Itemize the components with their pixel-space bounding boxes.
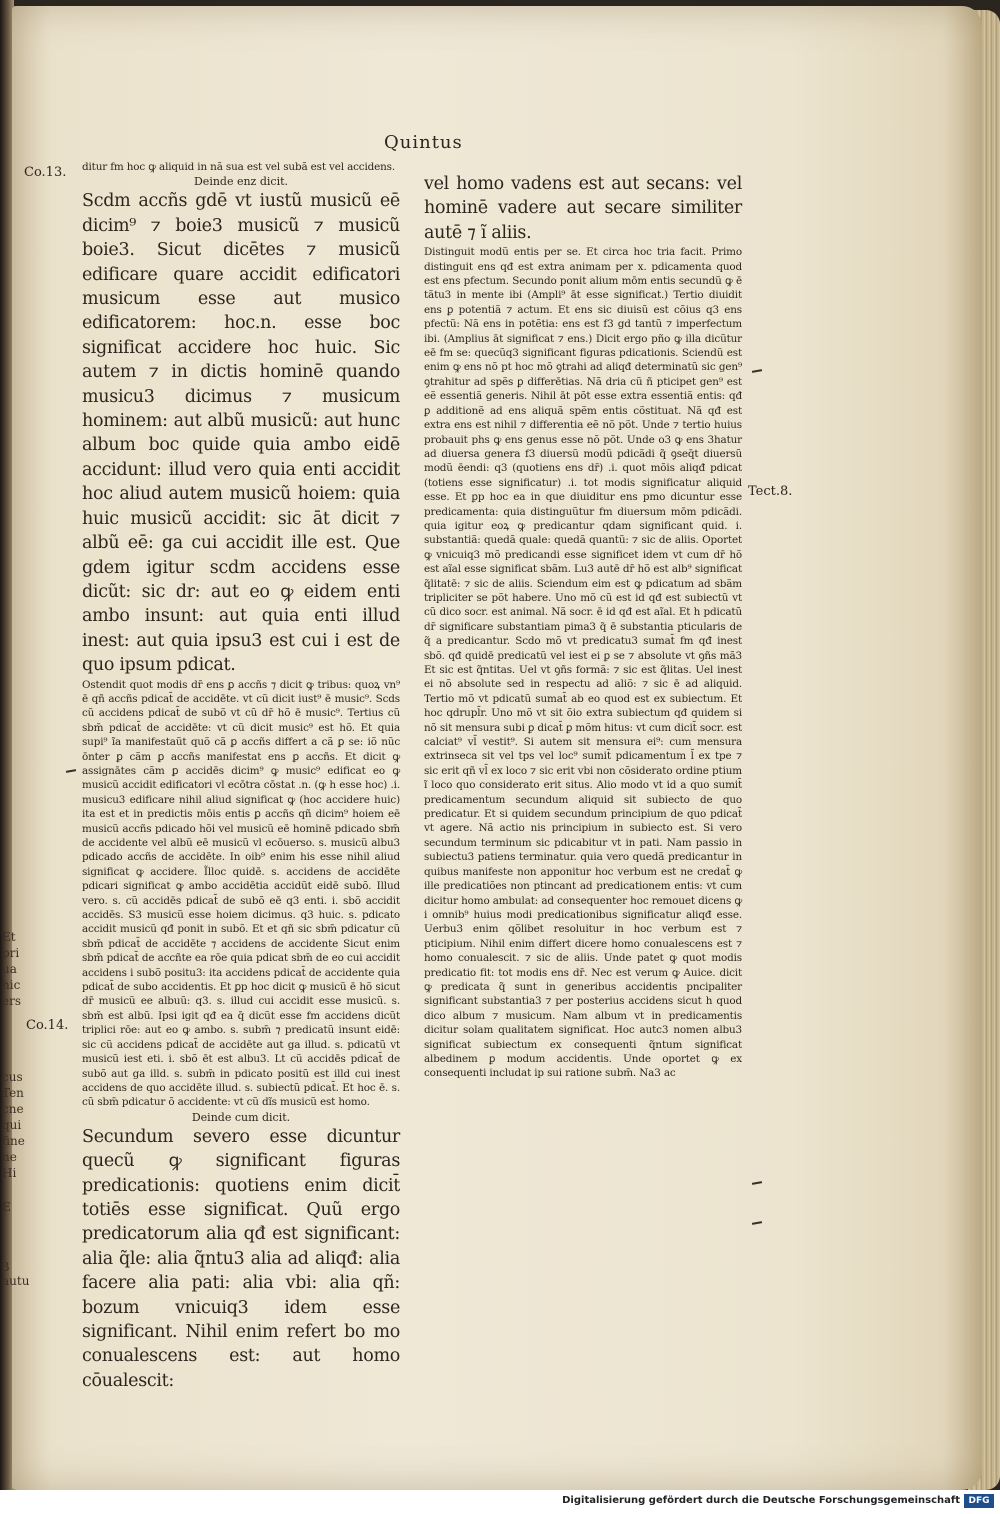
right-main-text: vel homo vadens est aut secans: vel hominē vadere aut secare similiter autē ⁊ ĩ aliis. — [424, 174, 742, 243]
left-commentary-text: Ostendit quot modis dr̄ ens ꝑ accñs ⁊ dicit ꝙ tribus: quoꝝ vn⁹ ē qñ accñs pdicat̄ de accidēte. vt cũ dicit iust⁹ ē music⁹. Scds cũ accidens pdicat̄ de subõ vt cũ dr̄ hõ ē music⁹. Tertius cũ sbm̄ pdicat̄ de accidēte: vt cũ dicit music⁹ est hõ. Et quia supi⁹ ĩa manifestaũt quõ cã ꝑ accñs differt a cã ꝑ se: iõ nũc ōnter ꝑ cãm ꝑ accñs manifestat ens ꝑ accñs. Et dicit ꝙ assignātes cãm ꝑ accidēs dicim⁹ ꝙ music⁹ edificat eo ꝙ musicũ accidit edificatori vl ecōtra cōstat .n. (ꝙ h esse hoc) .i. musicu3 edificare nihil aliud significat ꝙ (hoc accidere huic) ita est et in predictis mōis entis ꝑ accñs qñ dicim⁹ hoiem eē musicũ accñs pdicado hõi vel musicũ eē hominē pdicado sbm̄ de accidente vel albũ eē musicũ vl ecōuerso. s. musicũ albu3 pdicado accñs de accidēte. In oib⁹ enim his esse nihil aliud significat ꝙ accidere. Ĩlloc quidē. s. accidens de accidēte pdicari significat ꝙ ambo accidētia accidũt eidē subõ. Illud vero. s. cũ accidēs pdicat̄ de subõ eē q3 enti. i. sbõ accidit accidēs. S3 musicũ esse hoiem dicimus. q3 huic. s. pdicato accidit musicũ qđ ponit in subõ. Et et qñ sic sbm̄ pdicatur cũ sbm̄ pdicat̄ de accidēte ⁊ accidens de accidente Sicut enim sbm̄ pdicat̄ de accñte ea rōe quia pdicat sbm̄ de eo cui accidit accidens i subõ positu3: ita accidens pdicat̄ de accidente quia pdicat̄ de subo accidentis. Et ꝑp hoc dicit ꝙ musicũ ē hõ sicut dr̄ musicũ ee albuũ: q3. s. illud cui accidit esse musicũ. s. sbm̄ est albũ. Ipsi igit qđ ea q̄ dicũt esse fm accidens dicũt triplici rōe: aut eo ꝙ ambo. s. subm̄ ⁊ predicatũ insunt eidē: sic cũ accidens pdicat̄ de accidēte aut ga illud. s. pdicatũ vt musicũ iest eti. i. sbõ ēt est albu3. Lt cũ accidēs pdicat̄ de subõ aut ga illd. s. subm̄ in pdicato positũ est illd cui inest accidens de quo accidēte illud. s. subiectũ pdicat̄. Et hoc ē. s. cũ sbm̄ pdicatur õ accidente: vt cũ dĩs musicũ est homo. — [82, 678, 400, 1109]
left-section-heading-2: Deinde cum dicit. — [191, 1110, 291, 1124]
fragment-text: ne — [2, 1150, 17, 1164]
margin-note-co14: Co.14. — [26, 1018, 69, 1033]
left-main-text-2: Secundum severo esse dicuntur quecũ ꝙ significant figuras predicationis: quotiens enim dicit̄ totiēs esse significat. Quũ ergo predicatorum alia qđ est significant: alia q̃le: alia q̃ntu3 alia ad aliqđ: alia facere alia pati: alia vbi: alia qñ: bozum vnicuiq3 idem esse significant. Nihil enim refert bo mo conualescens est: aut homo cōualescit: — [82, 1126, 400, 1391]
left-intro-text: ditur fm hoc ꝙ aliquid in nã sua est vel subã est vel accidens. — [82, 161, 396, 173]
margin-note-co13: Co.13. — [24, 165, 67, 180]
fragment-text: 3 autu — [2, 1260, 30, 1288]
fragment-text: pri — [2, 946, 20, 960]
fragment-text: E — [2, 1200, 11, 1214]
left-section-heading-1: Deinde enz dicit. — [193, 175, 289, 189]
left-main-text-1: Scdm accñs gdē vt iustũ musicũ eē dicim⁹ ⁊ boie3 musicũ ⁊ musicũ boie3. Sicut dicētes ⁊ musicũ edificare quare accidit edificatori musicum esse aut musico edificatorem: hoc.n. esse boc significat accidere hoc huic. Sic autem ⁊ in dictis hominē quando musicu3 dicimus ⁊ musicum hominem: aut albũ musicũ: aut hunc album boc quide quia ambo eidē accidunt: illud vero quia enti accidit hoc aliud autem musicũ hoiem: quia huic musicũ accidit: sic āt dicit ⁊ albũ eē: ga cui accidit ille est. Que gdem igitur scdm accidens esse dicũt: sic dr: aut eo ꝙ eidem enti ambo insunt: aut quia enti illud inest: aut quia ipsu3 est cui i est de quo ipsum pdicat. — [82, 191, 400, 676]
fragment-text: Et — [2, 930, 16, 944]
right-commentary-text: Distinguit modũ entis per se. Et circa hoc tria facit. Primo distinguit ens qđ est extra animam per x. pdicamenta quod est ens pfectum. Secundo ponit alium mōm entis secundũ ꝙ ē tãtu3 in mente ibi (Ampli⁹ āt esse significat.) Tertio diuidit ens ꝑ potentiã ⁊ actum. Et ens sic diuisũ est cõius q3 ens pfectũ: Nã ens in potẽtia: ens est f3 gd tantũ ⁊ imperfectum ibi. (Amplius āt significat ⁊ ens.) Dicit ergo pño ꝙ illa dicũtur eē fm se: quecũq3 significant figuras pdicationis. Sciendũ est enim ꝙ ens nõ pt hoc mõ ꝯtrahi ad aliqđ determinatũ sic gen⁹ ꝯtrahitur ad spẽs ꝑ differētias. Nã dria cũ ñ pticipet gen⁹ est eẽ essentiã generis. Nihil āt põt esse extra essentiã entis: qđ ꝑ additionẽ ad ens aliquã spẽm entis cõstituat. Nã qđ est extra ens est nihil ⁊ differentia eẽ nõ põt. Unde ⁊ tertio huius probauit phs ꝙ ens genus esse nõ põt. Unde o3 ꝙ ens 3hatur ad diuersa genera f3 diuersũ modũ pdicãdi q̃ ꝯseq̄t diuersũ modũ ēendi: q3 (quotiens ens dr̄) .i. quot mõis aliqđ pdicat (totiens esse significatur) .i. tot modis significatur aliquid esse. Et ꝑp hoc ea in que diuiditur ens pmo dicuntur esse predicamenta: quia distinguũtur fm diuersum mōm pdicãdi. quia igitur eoꝝ ꝙ predicantur qdam significant quid. i. substantiã: quedã quale: quedã quantũ: ⁊ sic de aliis. Oportet ꝙ vnicuiq3 mõ predicandi esse significet idem vt cum dr̄ hõ est aĩal esse significat sbãm. Lu3 autē dr̄ hõ est alb⁹ significat q̃litatē: ⁊ sic de aliis. Sciendum eim est ꝙ pdicatum ad sbãm tripliciter se põt habere. Uno mõ cũ est id qđ est subiectũ vt cũ dico socr. est animal. Nã socr. ē id qđ est aĩal. Et h pdicatũ dr̄ significare substantiam pima3 q̃ ē substantia pticularis de q̃ a predicantur. Scdo mõ vt predicatu3 sumat̄ fm qđ inest sbõ. qđ quidē predicatũ vel iest ei ꝑ se ⁊ absolute vt ꝯñs mã3 Et sic est q̃ntitas. Uel vt ꝯñs formã: ⁊ sic est q̃litas. Uel inest ei nõ absolute sed in respectu ad aliõ: ⁊ sic ē ad aliquid. Tertio mõ vt pdicatũ sumat̄ ab eo quod est ex subiectum. Et hoc qdrupl̄r. Uno mõ vt sit õio extra subiectum qđ quidem si nõ sit mensura subi ꝑ dicat̄ ꝑ mõm hitus: vt cum dicit̄ socr. est calciat⁹ vl̄ vestit⁹. Si autem sit mensura ei⁹: cum mensura extrinseca sit vel tps vel loc⁹ sumit̄ pdicamentum l̄ ex tpe ⁊ sic erit qñ vl̄ ex loco ⁊ sic erit vbi non cõsiderato ordine ptium ĩ loco quo considerato erit situs. Alio modo vt id a quo sumit̄ predicamentum secundum aliquid sit subiecto de quo predicatur. Et si quidem secundum principium de quo pdicat̄ vt agere. Nã actio nis principium in subiecto est. Si vero secundum terminum sic pdicabitur vt in pati. Nam passio in subiectu3 patiens terminatur. quia vero quedã predicantur in quibus manifeste non apponitur hoc verbum est ne credat̄ ꝙ ille predicatiões non ptincant ad predicationem entis: vt cum dicitur homo ambulat: ad consequenter hoc remouet dicens ꝙ i omnib⁹ huius modi predicationibus significatur aliqđ esse. Uerbu3 enim qõlibet resoluitur in hoc verbum est ⁊ pticipium. Nihil enim differt dicere homo conualescens est ⁊ homo conualescit. ⁊ sic de aliis. Unde patet ꝙ quot modis predicatio fit: tot modis ens dr̄. Nec est verum ꝙ Auice. dicit ꝙ predicata q̃ sunt in generibus accidentis pncipaliter significant substantia3 ⁊ per posterius accidens sicut h quod dico album ⁊ musicum. Nam album vt in predicamentis dicitur solam qualitatem significat. Hoc autc3 nomen albu3 significat subiectum ex consequenti q̃ntum significat albedinem ꝑ modum accidentis. Unde oportet ꝙ ex consequenti includat ip sui ratione subm̄. Na3 ac — [424, 246, 742, 1080]
right-column — [424, 172, 742, 1277]
margin-note-tect8: Tect.8. — [748, 484, 793, 499]
fragment-text: hic — [2, 978, 21, 992]
running-head: Quintus — [384, 132, 463, 153]
fragment-text: Hi — [2, 1166, 17, 1180]
fragment-text: fine — [2, 1134, 25, 1148]
fragment-text: Ten — [2, 1086, 24, 1100]
fragment-text: cus — [2, 1070, 23, 1084]
fragment-text: ua — [2, 962, 17, 976]
footer-bar — [0, 1490, 1000, 1514]
fragment-text: ers — [2, 994, 21, 1008]
left-column — [82, 160, 400, 1391]
fragment-text: qui — [2, 1118, 22, 1132]
fragment-text: cne — [2, 1102, 24, 1116]
digitization-credit: Digitalisierung gefördert durch die Deutsche Forschungsgemeinschaft — [562, 1495, 960, 1506]
dfg-logo: DFG — [964, 1494, 994, 1508]
facing-page-fragment — [0, 60, 30, 1310]
